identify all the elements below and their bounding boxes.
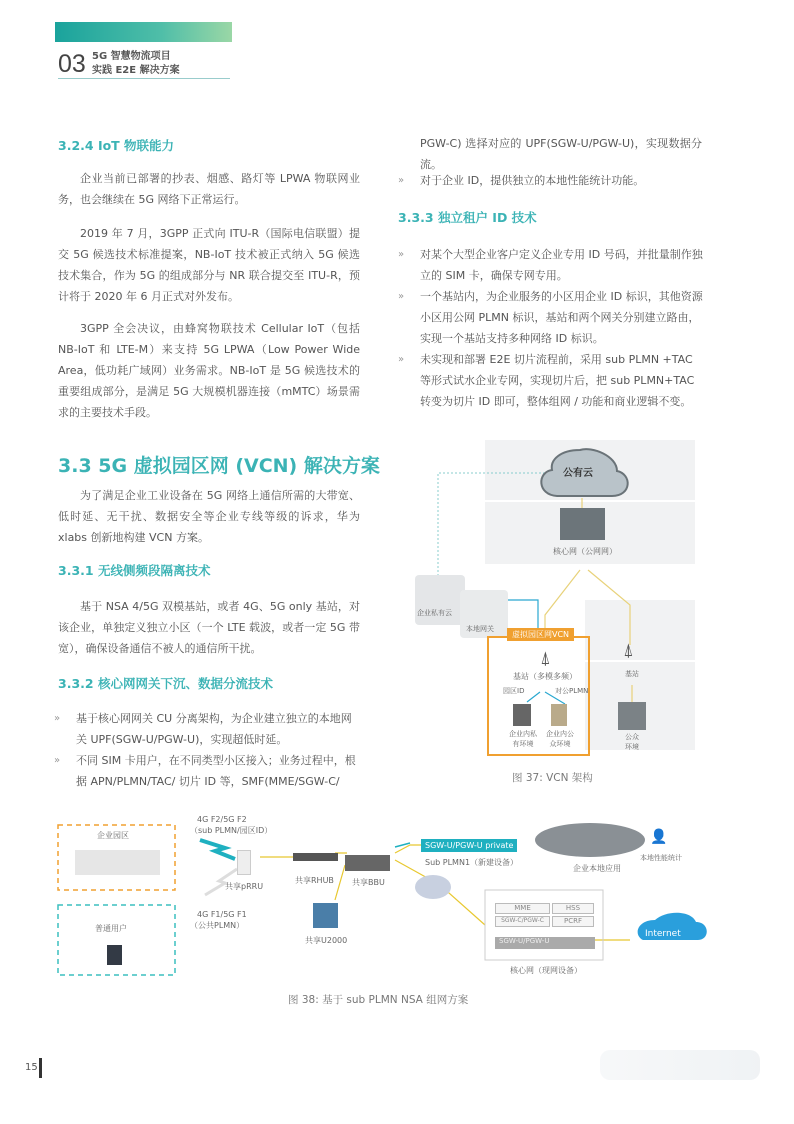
enterprise-cloud-label: 企业私有云 (417, 609, 452, 617)
pcrf-box: PCRF (552, 916, 594, 927)
mme-box: MME (495, 903, 550, 914)
paragraph: 2019 年 7 月，3GPP 正式向 ITU-R（国际电信联盟）提交 5G 候选技术标准提案，NB-IoT 技术被正式纳入 5G 候选技术集合，作为 5G 的组成部分与 NR 联合提交至 ITU-R，预计将于 2020 年 6 月正式对外发布。 (58, 227, 360, 303)
prru-label: 共享pRRU (225, 882, 264, 891)
page-number: 15 (25, 1062, 38, 1073)
ent-public-label: 企业内公众环境 (546, 730, 574, 748)
list-item: » 对于企业 ID，提供独立的本地性能统计功能。 (396, 170, 706, 191)
tower-icon: ⍋ (623, 640, 634, 661)
f1-label: 4G F1/5G F1 (197, 910, 247, 919)
rhub-label: 共享RHUB (295, 876, 334, 885)
u2000-device (313, 903, 338, 928)
public-plmn-label: 对公PLMN (555, 687, 589, 695)
sgwu-box: SGW-U/PGW-U (495, 937, 595, 949)
sub-plmn-label: Sub PLMN1（新建设备） (425, 858, 519, 867)
paragraph-continued: PGW-C) 选择对应的 UPF(SGW-U/PGW-U)，实现数据分流。 (420, 137, 702, 171)
bullet-list (396, 244, 706, 412)
enterprise-cloud-box (415, 575, 465, 625)
park-id-label: 园区ID (503, 687, 525, 695)
local-stats-label: 本地性能统计 (640, 854, 682, 862)
heading-3-2-4: 3.2.4 IoT 物联能力 (58, 138, 175, 153)
heading-3-3-2: 3.3.2 核心网网关下沉、数据分流技术 (58, 676, 273, 691)
u2000-label: 共享U2000 (305, 936, 348, 945)
network-connector-lines (55, 815, 715, 990)
local-gateway-label: 本地网关 (466, 625, 494, 633)
bbu-label: 共享BBU (352, 878, 385, 887)
heading-3-3-1: 3.3.1 无线侧频段隔离技术 (58, 563, 211, 578)
normal-user-label: 普通用户 (95, 924, 127, 933)
header-band (55, 22, 232, 42)
f2-sub-label: （sub PLMN/园区ID） (190, 826, 273, 835)
rhub-device (293, 853, 338, 861)
internet-label: Internet (645, 929, 681, 939)
vcn-label: 虚拟园区网VCN (507, 628, 574, 641)
list-item: » 一个基站内，为企业服务的小区用企业 ID 标识，其他资源小区用公网 PLMN 标识，基站和两个网关分别建立路由，实现一个基站支持多种网络 ID 标识。 (396, 286, 706, 349)
local-gateway-box (460, 590, 508, 638)
factory-icon (513, 704, 531, 726)
header-divider (58, 78, 230, 79)
prru-device (237, 850, 251, 875)
phone-icon (107, 945, 122, 965)
heading-3-3: 3.3 5G 虚拟园区网 (VCN) 解决方案 (58, 455, 380, 477)
list-item: » 未实现和部署 E2E 切片流程前，采用 sub PLMN +TAC 等形式试水企业专网，实现切片后，把 sub PLMN+TAC 转变为切片 ID 即可，整体组网 / 功能和商业逻辑不变。 (396, 349, 706, 412)
paragraph: 3GPP 全会决议，由蜂窝物联技术 Cellular IoT（包括 NB-IoT 和 LTE-M）来支持 5G LPWA（Low Power Wide Area，低功耗广域网）业务需求。NB-IoT 是 5G 候选技术的重要组成部分，是满足 5G 大规模机器连接（mMTC）场景需求的主要技术手段。 (58, 322, 360, 419)
chapter-number: 03 (58, 50, 86, 78)
upf-private-box: SGW-U/PGW-U private (421, 839, 517, 852)
camera-icons (75, 850, 160, 875)
tower-icon: ⍋ (540, 648, 551, 669)
list-item: » 不同 SIM 卡用户，在不同类型小区接入；业务过程中，根据 APN/PLMN/TAC/ 切片 ID 等，SMF(MME/SGW-C/ (52, 750, 362, 792)
bullet-list (52, 708, 362, 792)
public-cloud-label: 公有云 (563, 468, 593, 479)
figure-38-caption: 图 38: 基于 sub PLMN NSA 组网方案 (288, 994, 469, 1006)
bs-multi-label: 基站（多模多频） (513, 672, 577, 681)
watermark (600, 1050, 760, 1080)
f1-sub-label: （公共PLMN） (190, 921, 245, 930)
figure-sub-plmn-nsa (55, 815, 715, 990)
bs-label: 基站 (625, 670, 639, 678)
heading-3-3-3: 3.3.3 独立租户 ID 技术 (398, 210, 537, 225)
figure-37-caption: 图 37: VCN 架构 (512, 772, 593, 784)
f2-label: 4G F2/5G F2 (197, 815, 247, 824)
chapter-title-line2: 实践 E2E 解决方案 (92, 65, 180, 76)
local-app-label: 企业本地应用 (573, 864, 621, 873)
sgwc-box: SGW-C/PGW-C (495, 916, 550, 927)
paragraph: 为了满足企业工业设备在 5G 网络上通信所需的大带宽、低时延、无干扰、数据安全等企业专线等级的诉求，华为 xlabs 创新地构建 VCN 方案。 (58, 489, 360, 544)
ent-private-label: 企业内私有环境 (509, 730, 537, 748)
list-item: » 基于核心网网关 CU 分离架构，为企业建立独立的本地网关 UPF(SGW-U/PGW-U)，实现超低时延。 (52, 708, 362, 750)
public-env-label: 公众环境 (625, 733, 639, 751)
chapter-title-line1: 5G 智慧物流项目 (92, 51, 171, 62)
city-icon (618, 702, 646, 730)
core-existing-label: 核心网（现网设备） (510, 966, 582, 975)
list-item: » 对某个大型企业客户定义企业专用 ID 号码，并批量制作独立的 SIM 卡，确保专网专用。 (396, 244, 706, 286)
figure-vcn-architecture (405, 440, 705, 770)
page-number-bar (39, 1058, 42, 1078)
paragraph: 企业当前已部署的抄表、烟感、路灯等 LPWA 物联网业务，也会继续在 5G 网络下正常运行。 (58, 172, 360, 206)
park-label: 企业园区 (97, 831, 129, 840)
hss-box: HSS (552, 903, 594, 914)
bullet-list (396, 170, 706, 191)
chapter-title (92, 50, 180, 78)
building-icon (551, 704, 567, 726)
paragraph: 基于 NSA 4/5G 双模基站，或者 4G、5G only 基站，对该企业，单独定义独立小区（一个 LTE 载波，或者一定 5G 带宽），确保设备通信不被人的通信所干扰。 (58, 600, 360, 655)
core-net-label: 核心网（公网网） (553, 547, 617, 556)
bbu-device (345, 855, 390, 871)
user-stats-icon: 👤 (650, 829, 668, 845)
